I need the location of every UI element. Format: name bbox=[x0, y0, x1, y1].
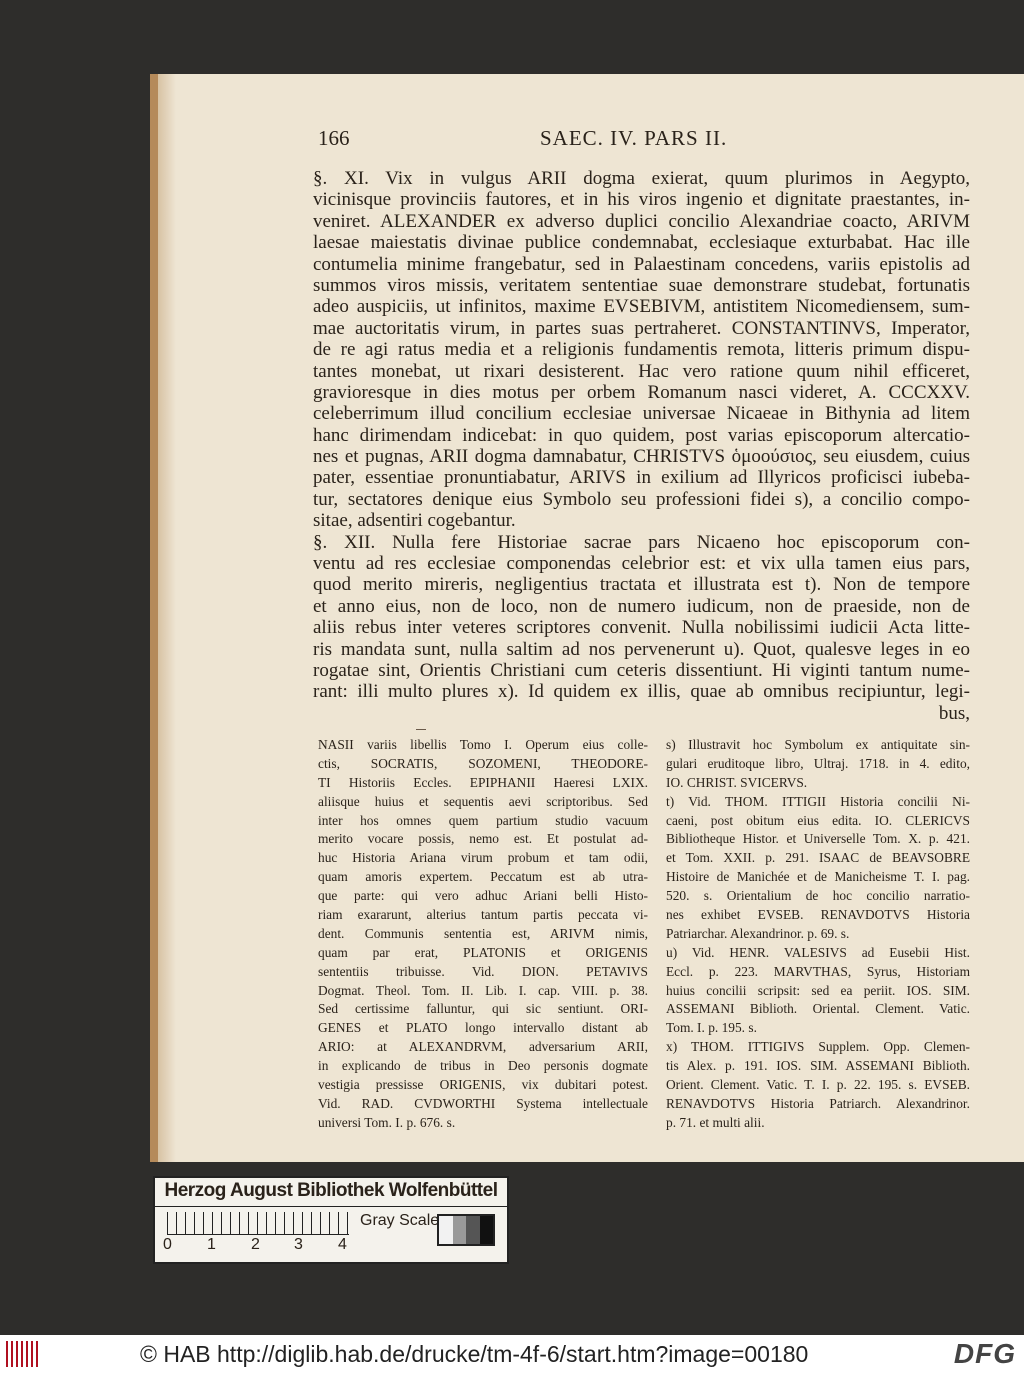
text-line: de re agi ratus media et a religionis fundamentis remota, litteris primum dispu- bbox=[313, 339, 970, 361]
text-line: TI Historiis Eccles. EPIPHANII Haeresi LXIX. bbox=[318, 774, 648, 790]
text-line: ARIO: at ALEXANDRVM, adversarium ARII, bbox=[318, 1039, 648, 1055]
text-line: ris mandata sunt, nulla saltim ad nos pervenerunt u). Quot, qualesve leges in eo bbox=[313, 638, 970, 660]
gray-scale-label: Gray Scale bbox=[360, 1212, 440, 1229]
text-line: quam par erat, PLATONIS et ORIGENIS bbox=[318, 944, 648, 960]
text-line: Histoire de Manichée et de Manicheisme T. I. pag. bbox=[666, 869, 970, 885]
text-line: p. 71. et multi alii. bbox=[666, 1114, 765, 1130]
text-line: t) Vid. THOM. ITTIGII Historia concilii Ni- bbox=[666, 793, 970, 809]
text-line: mae auctoritatis virum, in partes suas pertraheret. CONSTANTINVS, Imperator, bbox=[313, 317, 970, 339]
dfg-logo: DFG bbox=[953, 1338, 1016, 1369]
ruler-number: 1 bbox=[207, 1236, 216, 1253]
text-line: tur, sectatores denique eius Symbolo seu professioni fidei s), a concilio compo- bbox=[313, 488, 970, 510]
text-line: et anno eius, non de loco, non de numero iudicum, non de praeside, non de bbox=[313, 595, 970, 617]
text-line: ventu ad res ecclesiae componendas celebrior est: et vix ulla tamen eius pars, bbox=[313, 553, 970, 575]
text-line: nes exhibet EVSEB. RENAVDOTVS Historia bbox=[666, 907, 970, 923]
text-line: et Tom. XXII. p. 291. ISAAC de BEAVSOBRE bbox=[666, 850, 970, 866]
text-line: nes et pugnas, ARII dogma damnabatur, CHRISTVS ὁμοούσιος, seu eiusdem, cuius bbox=[313, 446, 970, 468]
text-line: sitae, adsentiri cogebantur. bbox=[313, 510, 516, 532]
text-line: Dogmat. Theol. Tom. II. Lib. I. cap. VIII. p. 38. bbox=[318, 982, 648, 998]
ruler-number: 4 bbox=[338, 1236, 347, 1253]
text-line: quam amoris expertem. Peccatum est ab utra- bbox=[318, 869, 648, 885]
text-line: huc Historia Ariana virum probum et tam odii, bbox=[318, 850, 648, 866]
ruler-number: 3 bbox=[294, 1236, 303, 1253]
running-title: SAEC. IV. PARS II. bbox=[540, 126, 728, 150]
text-line: veniret. ALEXANDER ex adverso duplici concilio Alexandriae coacto, ARIVM bbox=[313, 210, 970, 232]
gray-swatch bbox=[439, 1216, 453, 1244]
text-line: NASII variis libellis Tomo I. Operum eius colle- bbox=[318, 737, 648, 752]
text-line: Sed certissime falluntur, qui sic sentiunt. ORI- bbox=[318, 1001, 648, 1017]
text-line: dent. Communis sententia est, ARIVM nimis, bbox=[318, 925, 648, 941]
text-line: RENAVDOTVS Historia Patriarch. Alexandrinor. bbox=[666, 1095, 970, 1111]
text-line: contumelia minime frangebatur, sed in Palaestinam concedens, variis epistolis ad bbox=[313, 253, 970, 275]
copyright-url[interactable]: © HAB http://diglib.hab.de/drucke/tm-4f-6/start.htm?image=00180 bbox=[140, 1341, 809, 1367]
text-line: inter hos omnes quem partium studio vacuum bbox=[318, 812, 648, 828]
text-line: summos viros missis, veritatem sententiae suae demonstrare studebat, fortunatis bbox=[313, 274, 970, 296]
page-number: 166 bbox=[318, 126, 350, 150]
gray-swatch bbox=[466, 1216, 480, 1244]
text-line: celeberrimum illud concilium ecclesiae universae Nicaeae in Bithynia ad litem bbox=[313, 403, 970, 425]
text-line: Orient. Clement. Vatic. T. I. p. 22. 195. s. EVSEB. bbox=[666, 1077, 970, 1093]
text-line: ASSEMANI Biblioth. Oriental. Clement. Vatic. bbox=[666, 1001, 970, 1017]
gray-swatch bbox=[453, 1216, 467, 1244]
color-target-card bbox=[153, 1176, 509, 1264]
text-line: que parte: qui vero adhuc Ariani belli Histo- bbox=[318, 888, 648, 904]
text-line: ctis, SOCRATIS, SOZOMENI, THEODORE- bbox=[318, 755, 648, 771]
text-line: bus, bbox=[938, 702, 970, 724]
text-line: §. XII. Nulla fere Historiae sacrae pars Nicaeno hoc episcoporum con- bbox=[313, 531, 970, 553]
text-line: Vid. RAD. CVDWORTHI Systema intellectuale bbox=[318, 1095, 648, 1111]
page-edge-shadow bbox=[158, 74, 176, 1162]
text-line: quod merito mireris, negligentius tractata et illustrata est t). Non de tempore bbox=[313, 574, 970, 596]
footnotes-left-column bbox=[318, 736, 648, 1133]
text-line: Bibliotheque Histor. et Universelle Tom. X. p. 421. bbox=[666, 831, 970, 847]
text-line: gulari eruditoque libro, Ultraj. 1718. in 4. edito, bbox=[666, 755, 970, 771]
text-line: caeni, post obitum eius edita. IO. CLERICVS bbox=[666, 812, 970, 828]
text-line: Patriarchar. Alexandrinor. p. 69. s. bbox=[666, 925, 850, 941]
text-line: tantes monebat, ut rixari desisterent. Hac vero ratione quum nihil efficeret, bbox=[313, 360, 970, 382]
text-line: tis Alex. p. 191. IOS. SIM. ASSEMANI Biblioth. bbox=[666, 1058, 970, 1074]
text-line: hanc dirimendam indicebat: in quo quidem, post varias episcoporum altercatio- bbox=[313, 424, 970, 446]
main-text bbox=[313, 168, 970, 724]
library-name: Herzog August Bibliothek Wolfenbüttel bbox=[155, 1180, 507, 1207]
text-line: rant: illi multo plures x). Id quidem ex illis, quae ab omnibus recipiuntur, legi- bbox=[313, 681, 970, 703]
ruler-number: 0 bbox=[163, 1236, 172, 1253]
text-line: IO. CHRIST. SVICERVS. bbox=[666, 774, 808, 790]
footnotes-right-column bbox=[666, 736, 970, 1133]
ruler-number: 2 bbox=[251, 1236, 260, 1253]
text-line: Tom. I. p. 195. s. bbox=[666, 1020, 757, 1036]
text-line: x) THOM. ITTIGIVS Supplem. Opp. Clemen- bbox=[666, 1039, 970, 1055]
text-line: vicinisque provinciis fautores, et in his viros ingenio et dignitate praestantes, in- bbox=[313, 189, 970, 211]
text-line: Eccl. p. 223. MARVTHAS, Syrus, Historiam bbox=[666, 963, 970, 979]
text-line: pater, essentiae pronuntiabatur, ARIVS in exilium ad Illyricos proficisci iubeba- bbox=[313, 467, 970, 489]
gray-scale-swatches bbox=[437, 1214, 495, 1246]
footer-bar bbox=[0, 1335, 1024, 1373]
text-line: 520. s. Orientalium de hoc concilio narratio- bbox=[666, 888, 970, 904]
text-line: laesae maiestatis divinae publice condemnabat, ecclesiaque exturbabat. Hac ille bbox=[313, 232, 970, 254]
text-line: vestigia pressisse ORIGENIS, vix dubitari potest. bbox=[318, 1077, 648, 1093]
text-line: aliisque huius et sequentis aevi scriptoribus. Sed bbox=[318, 793, 648, 809]
hab-logo-icon bbox=[6, 1341, 40, 1367]
text-line: merito vocare possis, nemo est. Et postulat ad- bbox=[318, 831, 648, 847]
text-line: riam exararunt, alterius tantum partis peccata vi- bbox=[318, 907, 648, 923]
text-line: aliis rebus inter veteres scriptores convenit. Nulla nobilissimi iudicii Acta litte- bbox=[313, 617, 970, 639]
ruler-scale bbox=[167, 1212, 349, 1235]
gray-swatch bbox=[480, 1216, 494, 1244]
text-line: adeo auspiciis, ut infinitos, maxime EVSEBIVM, antistitem Nicomediensem, sum- bbox=[313, 296, 970, 318]
book-page bbox=[150, 74, 1024, 1162]
text-line: §. XI. Vix in vulgus ARII dogma exierat, quum plurimos in Aegypto, bbox=[313, 168, 970, 189]
text-line: u) Vid. HENR. VALESIVS ad Eusebii Hist. bbox=[666, 944, 970, 960]
footnote-rule bbox=[416, 729, 426, 730]
text-line: s) Illustravit hoc Symbolum ex antiquitate sin- bbox=[666, 737, 970, 752]
text-line: gravioresque in dies motus per orbem Romanum nasci videret, A. CCCXXV. bbox=[313, 381, 970, 403]
text-line: GENES et PLATO longo intervallo distant ab bbox=[318, 1020, 648, 1036]
text-line: huius concilii scripsit: sed ea periit. IOS. SIM. bbox=[666, 982, 970, 998]
text-line: in explicando de tribus in Deo personis dogmate bbox=[318, 1058, 648, 1074]
text-line: universi Tom. I. p. 676. s. bbox=[318, 1114, 456, 1130]
text-line: rogatae sint, Orientis Christiani cum ceteris dissentiunt. Hi viginti tantum nume- bbox=[313, 659, 970, 681]
text-line: sententiis tribuisse. Vid. DION. PETAVIVS bbox=[318, 963, 648, 979]
